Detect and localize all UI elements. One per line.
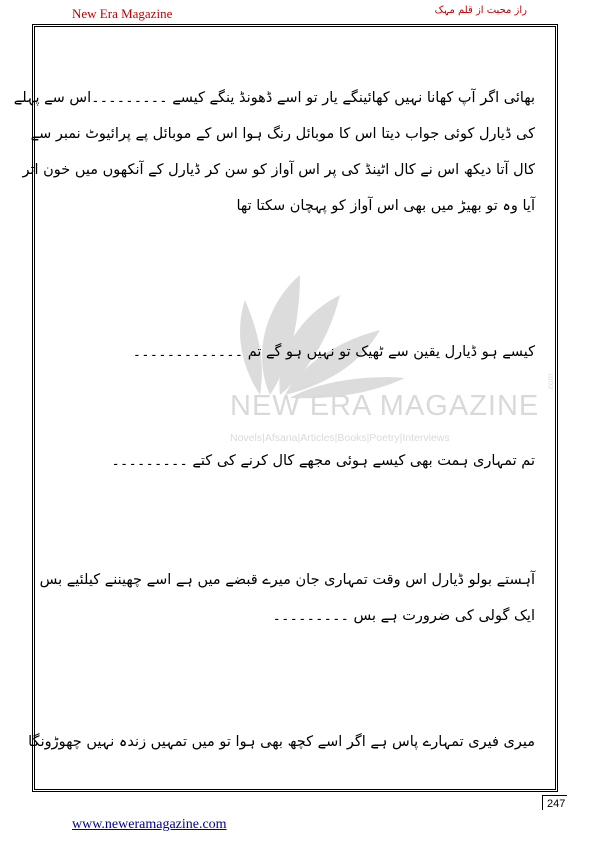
story-title: راز محبت از قلم مہک: [434, 5, 527, 16]
text-line: کال آتا دیکھ اس نے کال اٹینڈ کی پر اس آواز کو سن کر ڈیارل کے آنکھوں میں خون اتر: [22, 162, 535, 178]
watermark-domain: .com: [546, 373, 556, 392]
website-link[interactable]: www.neweramagazine.com: [72, 817, 227, 832]
page-number: 247: [542, 795, 567, 810]
magazine-name: New Era Magazine: [72, 6, 173, 21]
watermark-title: NEW ERA MAGAZINE: [230, 390, 540, 422]
paragraph-4: [39, 562, 535, 634]
text-line: آہستے بولو ڈیارل اس وقت تمہاری جان میرے قبضے میں ہے اسے چھیننے کیلئیے بس: [39, 572, 535, 588]
text-line: کی ڈیارل کوئی جواب دیتا اس کا موبائل رنگ ہوا اس کے موبائل پے پرائیوٹ نمبر سے: [30, 126, 535, 142]
paragraph-2: [60, 334, 535, 370]
text-line: کیسے ہو ڈیارل یقین سے ٹھیک تو نہیں ہو گے تم ۔۔۔۔۔۔۔۔۔۔۔۔۔: [132, 344, 535, 360]
paragraph-1: [13, 80, 535, 224]
text-line: آیا وہ تو بھیڑ میں بھی اس آواز کو پہچان سکتا تھا: [236, 198, 535, 214]
paragraph-5: [28, 724, 535, 760]
text-line: ایک گولی کی ضرورت ہے بس ۔۔۔۔۔۔۔۔۔: [272, 608, 535, 624]
text-line: میری فیری تمہارے پاس ہے اگر اسے کچھ بھی ہوا تو میں تمہیں زندہ نہیں چھوڑونگا: [28, 734, 535, 750]
text-line: بھائی اگر آپ کھانا نہیں کھائینگے یار تو اسے ڈھونڈ ینگے کیسے ۔۔۔۔۔۔۔۔۔اس سے پہلے: [13, 90, 535, 106]
text-line: تم تمہاری ہمت بھی کیسے ہوئی مجھے کال کرنے کی کتے ۔۔۔۔۔۔۔۔۔: [111, 453, 535, 469]
paragraph-3: [60, 443, 535, 479]
watermark-subtitle: Novels|Afsana|Articles|Books|Poetry|Interviews: [230, 432, 450, 444]
